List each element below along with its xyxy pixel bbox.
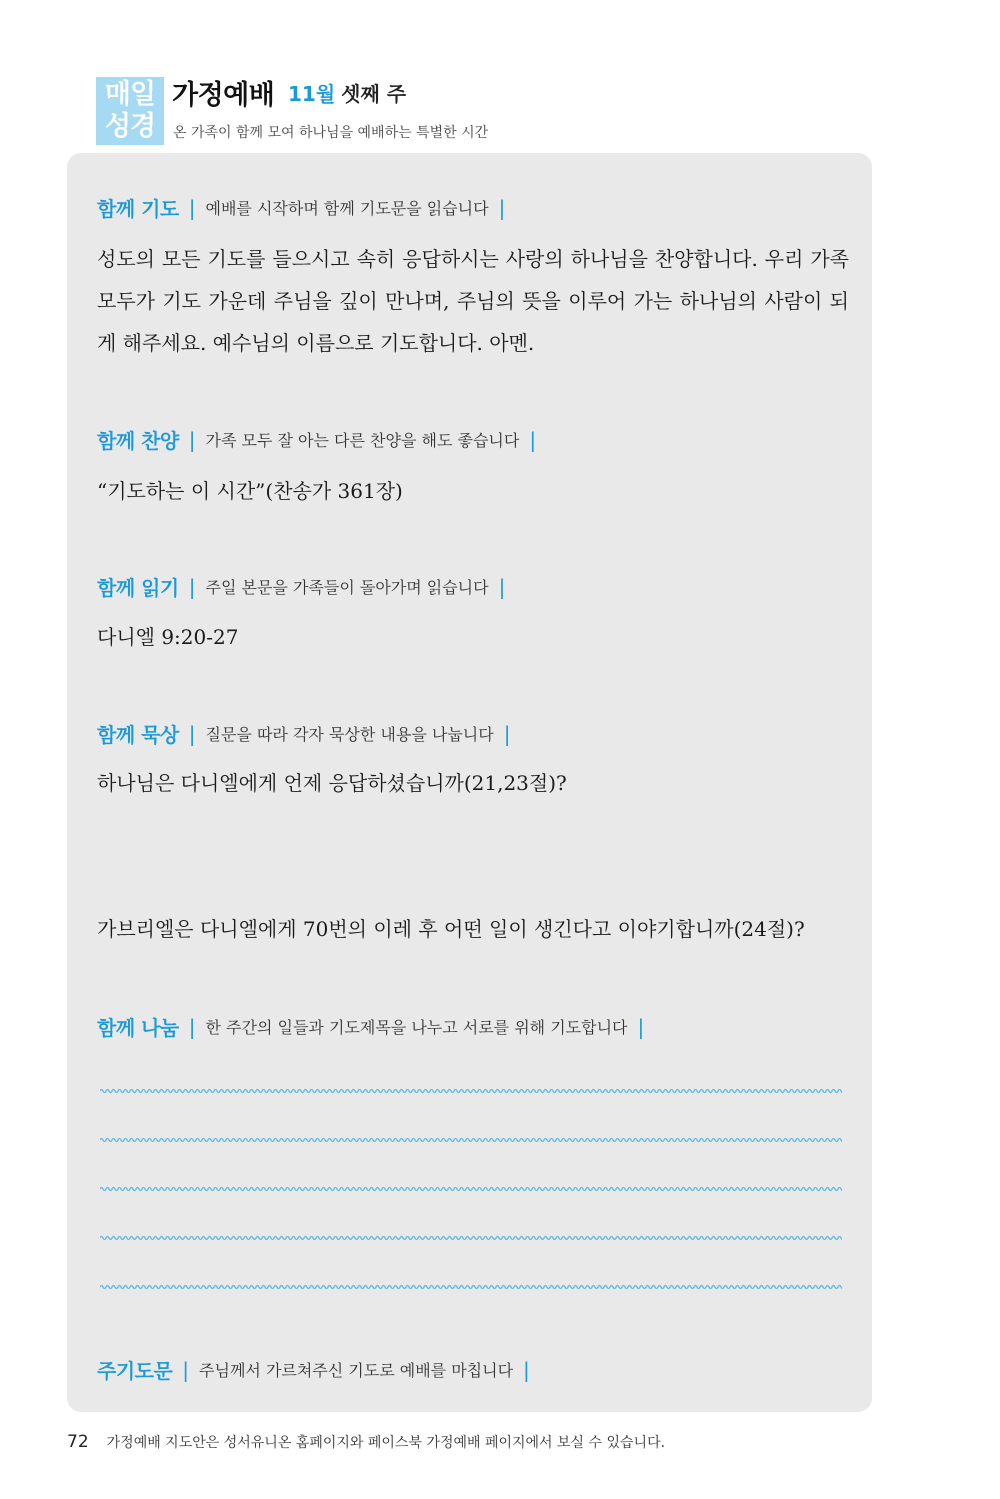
divider: | [503,721,511,746]
divider: | [188,427,196,452]
writing-line [100,1283,842,1291]
section-note-prayer: 예배를 시작하며 함께 기도문을 읽습니다 [205,199,489,218]
prayer-text: 성도의 모든 기도를 들으시고 속히 응답하시는 사랑의 하나님을 찬양합니다. 우리 가족 모두가 기도 가운데 주님을 깊이 만나며, 주님의 뜻을 이루어 가는 하나님의 사람이 되게 해주세요. 예수님의 이름으로 기도합니다. 아멘. [97,247,849,355]
week-number: 셋째 주 [341,82,407,106]
divider: | [529,427,537,452]
section-header-closing [97,1355,540,1384]
divider: | [523,1357,530,1382]
month-label: 11월 [288,82,336,106]
section-title-closing: 주기도문 [97,1359,173,1383]
divider: | [188,195,196,220]
section-note-closing: 주님께서 가르쳐주신 기도로 예배를 마칩니다 [199,1361,514,1380]
meditation-question-2: 가브리엘은 다니엘에게 70번의 이레 후 어떤 일이 생긴다고 이야기합니까(24절)? [97,917,805,941]
section-note-sharing: 한 주간의 일들과 기도제목을 나누고 서로를 위해 기도합니다 [205,1018,628,1037]
meditation-question-1: 하나님은 다니엘에게 언제 응답하셨습니까(21,23절)? [97,771,567,795]
writing-line [100,1185,842,1193]
daily-bible-logo [96,77,164,145]
logo-top-text: 매일 [104,79,156,110]
divider: | [188,574,196,599]
section-header-reading [97,572,515,601]
page-number: 72 [67,1432,89,1452]
writing-line [100,1234,842,1242]
scripture-reference: 다니엘 9:20-27 [97,625,239,649]
writing-line [100,1087,842,1095]
page-footer [67,1432,665,1452]
page-title: 가정예배 [172,80,275,111]
section-title-prayer: 함께 기도 [97,197,179,221]
section-title-sharing: 함께 나눔 [97,1016,179,1040]
section-header-prayer [97,193,515,222]
divider: | [182,1357,190,1382]
divider: | [498,574,506,599]
section-note-meditation: 질문을 따라 각자 묵상한 내용을 나눕니다 [205,725,494,744]
section-header-praise [97,425,546,454]
section-title-praise: 함께 찬양 [97,429,179,453]
footer-note: 가정예배 지도안은 성서유니온 홈페이지와 페이스북 가정예배 페이지에서 보실 수 있습니다. [106,1435,666,1451]
section-title-reading: 함께 읽기 [97,576,179,600]
divider: | [637,1014,645,1039]
logo-bottom-text: 성경 [104,111,156,142]
divider: | [498,195,506,220]
week-label [288,78,406,107]
section-header-sharing [97,1012,654,1041]
section-title-meditation: 함께 묵상 [97,723,179,747]
page-subtitle: 온 가족이 함께 모여 하나님을 예배하는 특별한 시간 [173,125,489,141]
section-note-reading: 주일 본문을 가족들이 돌아가며 읽습니다 [205,578,489,597]
hymn-text: “기도하는 이 시간”(찬송가 361장) [97,479,403,503]
writing-line [100,1136,842,1144]
divider: | [188,1014,196,1039]
divider: | [188,721,196,746]
section-note-praise: 가족 모두 잘 아는 다른 찬양을 해도 좋습니다 [205,431,520,450]
section-header-meditation [97,719,520,748]
